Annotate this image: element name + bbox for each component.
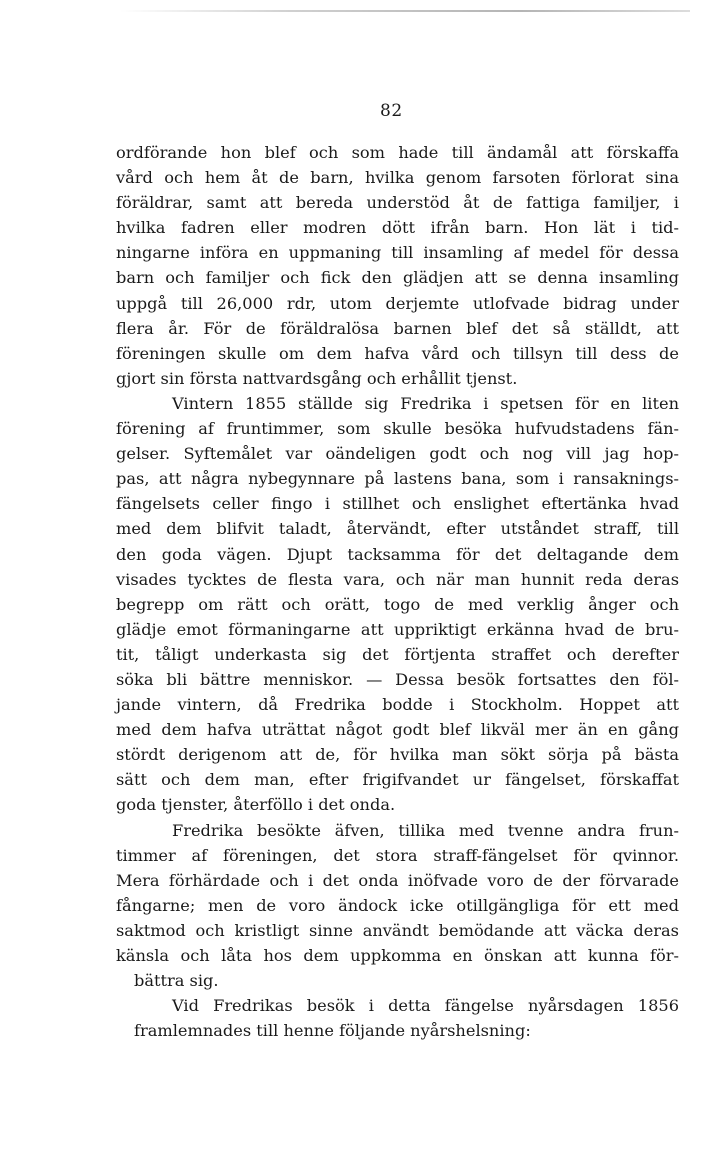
text-line: goda tjenster, återföllo i det onda. [116,795,396,815]
text-line: den goda vägen. Djupt tacksamma för det deltagande dem [116,544,679,564]
text-line: begrepp om rätt och orätt, togo de med verklig ånger och [116,594,679,614]
text-line: föräldrar, samt att bereda understöd åt de fattiga familjer, i [116,193,679,213]
text-line: känsla och låta hos dem uppkomma en önskan att kunna för- [116,946,679,965]
text-line: gjort sin första nattvardsgång och erhållit tjenst. [116,368,518,388]
paragraph-start-line: Vid Fredrikas besök i detta fängelse nyårsdagen 1856 [172,996,679,1016]
text-line: söka bli bättre menniskor. — Dessa besök fortsattes den föl- [116,669,679,689]
text-line: saktmod och kristligt sinne användt bemödande att väcka deras [116,920,679,940]
text-line: Mera förhärdade och i det onda inöfvade voro de der förvarade [116,870,679,890]
text-line: sätt och dem man, efter frigifvandet ur fängelset, förskaffat [116,770,679,790]
text-line: ningarne införa en uppmaning till insamling af medel för dessa [116,243,679,263]
text-line: glädje emot förmaningarne att uppriktigt erkänna hvad de bru- [116,619,679,639]
scan-edge-shadow [120,10,690,12]
text-line: barn och familjer och fick den glädjen att se denna insamling [116,268,679,288]
page-number: 82 [380,101,403,121]
text-line: framlemnades till henne följande nyårshelsning: [134,1021,531,1041]
paragraph-start-line: Fredrika besökte äfven, tillika med tvenne andra frun- [172,820,679,840]
text-line: flera år. För de föräldralösa barnen blef det så ställdt, att [116,318,679,338]
text-line: fängelsets celler fingo i stillhet och enslighet eftertänka hvad [116,494,679,514]
text-line: föreningen skulle om dem hafva vård och tillsyn till dess de [116,343,679,363]
text-line: med dem blifvit taladt, återvändt, efter utståndet straff, till [116,519,679,539]
text-line: visades tycktes de flesta vara, och när man hunnit reda deras [116,569,679,589]
text-line: timmer af föreningen, det stora straff-fängelset för qvinnor. [116,845,679,865]
text-line: fångarne; men de voro ändock icke otillgängliga för ett med [116,895,679,915]
text-line: ordförande hon blef och som hade till ändamål att förskaffa [116,143,679,162]
text-line: förening af fruntimmer, som skulle besöka hufvudstadens fän- [116,419,679,439]
text-line: med dem hafva uträttat något godt blef likväl mer än en gång [116,720,679,740]
text-line: jande vintern, då Fredrika bodde i Stockholm. Hoppet att [116,695,679,715]
paragraph-start-line: Vintern 1855 ställde sig Fredrika i spetsen för en liten [172,393,679,413]
body-text [116,140,679,1043]
text-line: bättra sig. [134,971,219,991]
text-line: tit, tåligt underkasta sig det förtjenta straffet och derefter [116,644,679,664]
text-line: stördt derigenom att de, för hvilka man sökt sörja på bästa [116,745,679,765]
text-line: hvilka fadren eller modren dött ifrån barn. Hon lät i tid- [116,218,679,238]
text-line: pas, att några nybegynnare på lastens bana, som i ransaknings- [116,469,679,489]
text-line: vård och hem åt de barn, hvilka genom farsoten förlorat sina [116,168,679,188]
text-line: uppgå till 26,000 rdr, utom derjemte utlofvade bidrag under [116,293,679,313]
text-line: gelser. Syftemålet var oändeligen godt och nog vill jag hop- [116,444,679,464]
